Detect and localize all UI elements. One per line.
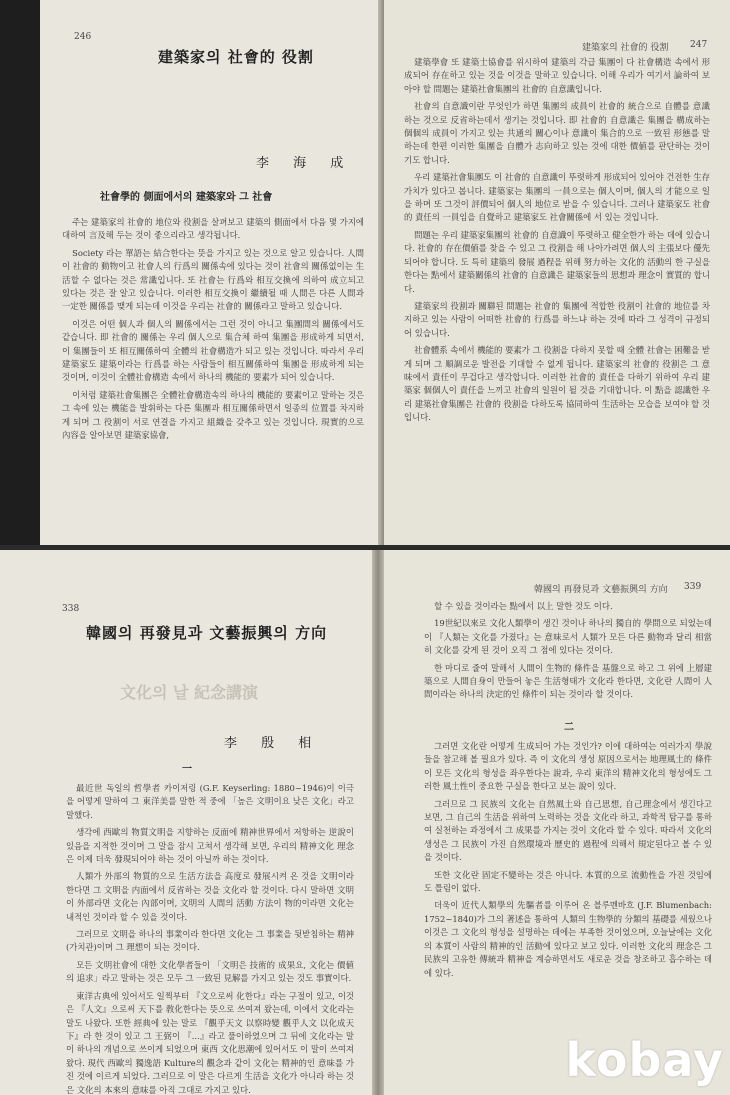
top-left-page — [40, 0, 380, 545]
paragraph: 人類가 外部의 物質的으로 生活方法을 高度로 發展시켜 온 것을 文明이라 한다면 그 文明을 内面에서 反省하는 것을 文化라 할 것이다. 다시 말하면 文明이 外部라면 文化는 內部이며, 文明의 人間의 活動 方法이 物的이라면 文化는 내적인 것이라 할 수 있을 것이다. — [66, 871, 354, 922]
paragraph: 社會體系 속에서 機能的 要素가 그 役割을 다하지 못할 때 全體 社會는 困難을 받게 되며 그 順調로운 발전을 기대할 수 없게 됩니다. 建築家의 社會的 役割은 그 意味에서 責任이 무겁다고 생각합니다. 이러한 社會的 責任을 다하기 위하여 우리 建築家 個個人이 責任을 느끼고 社會의 일원이 될 것을 기대합니다. 이 點을 認識한 우리 建築社會集團은 社會的 役割을 다하도록 協同하여 生活하는 모습을 보여야 할 것입니다. — [404, 345, 710, 423]
paragraph: 더욱이 近代人類學의 先驅者를 이루어 온 블루멘바흐 (J.F. Blumenbach: 1752~1840)가 그의 著述을 통하여 人類의 生物學的 分類의 基礎를 세웠으나 이것은 그 文化의 형성을 설명하는 데에는 부족한 것이었으며, 오늘날에는 文化의 本質이 사람의 精神的인 活動에 있다고 보고 있다. 이러한 文化의 理念은 그 民族의 고유한 傳統과 精神을 계승하면서도 새로운 것을 창조하고 흡수하는 데에 있다. — [424, 900, 712, 978]
paragraph: 이처럼 建築社會集團은 全體社會構造속의 하나의 機能的 要素이고 말하는 것은 그 속에 있는 機能을 발휘하는 다른 集團과 相互關係하면서 일종의 位置를 차지하게 되며 그 役割이 서로 연결을 가지고 組織을 갖추고 있는 것입니다. 現實的으로 內容을 알아보면 建築家協會, — [62, 389, 364, 441]
page-number: 339 — [684, 582, 702, 592]
paragraph: 또한 文化란 固定不變하는 것은 아니다. 本質的으로 流動性을 가진 것임에도 틀림이 없다. — [424, 869, 712, 894]
kobay-watermark-logo: kobay — [565, 1033, 724, 1087]
paragraph: 19世紀以來로 文化人類學이 생긴 것이나 하나의 獨自的 學問으로 되었는데 이 『人類는 文化를 가졌다』는 意味로서 人類가 모든 다른 動物과 달리 相當히 文化를 갖게 된 것이 오직 그 점에 있다는 것이다. — [424, 618, 712, 656]
page-number: 246 — [74, 32, 92, 42]
paragraph: 모든 文明社會에 대한 文化學者들이 「文明은 技術的 成果요, 文化는 價値의 追求」라고 말하는 것은 모두 그 一致된 見解를 가지고 있는 것도 事實이다. — [66, 959, 354, 984]
paragraph: 社會의 自意識이란 무엇인가 하면 集團의 成員이 社會的 統合으로 自體를 意識하는 것으로 反省하는데서 생기는 것입니다. 即 社會的 自意識은 集團을 構成하는 個個의 成員이 가지고 있는 共通의 關心이나 意識이 集合的으로 一致된 形態를 말하는데 한편 이러한 集團을 自體가 志向하고 있는 것에 대한 價値를 판단하는 것이기도 합니다. — [404, 101, 710, 165]
article-title: 韓國의 再發見과 文藝振興의 方向 — [86, 624, 328, 642]
book-gutter — [372, 550, 384, 1095]
top-right-page — [384, 0, 730, 545]
author-name: 李 海 成 — [256, 156, 354, 171]
paragraph: 그러면 文化란 어떻게 生成되어 가는 것인가? 이에 대하여는 여러가지 學說들을 참고해 볼 필요가 있다. 즉 이 文化의 생성 原因으로서는 地理風土的 條件이 모든 文化의 형성을 좌우한다는 說과, 우리 東洋의 精神文化의 형성에도 그러한 風土性이 중요한 구실을 한다고 보는 說이 있다. — [424, 741, 712, 792]
section-number: 一 — [182, 764, 192, 775]
paragraph: 한 마디로 줄여 말해서 人間이 生物的 條件을 基盤으로 하고 그 위에 上層建築으로 人間自身이 만들어 놓은 生活형태가 文化라 한다면, 文化란 人間이 人間이라는 하나의 決定的인 條件이 되는 것이라 할 것이다. — [424, 662, 712, 700]
paragraph: 생각에 西歐의 物質文明을 지향하는 反面에 精神世界에서 저항하는 逆說이 있음을 지적한 것이며 그 말을 잠시 고쳐서 생각해 보면, 우리의 精神文化 理念은 이제 더욱 發現되어야 하는 것이 아닐까 하는 것이다. — [66, 827, 354, 865]
paragraph: 最近世 독일의 哲學者 카이저링 (G.F. Keyserling: 1880~1946)이 이극을 어떻게 말하여 그 東洋美를 말한 적 중에 「높은 文明이요 낮은 文化」라고 말했다. — [66, 783, 354, 820]
bottom-left-page — [0, 550, 372, 1095]
paragraph: 東洋古典에 있어서도 일찍부터 『文으로써 化한다』라는 구절이 있고, 이것은 『人文』으로써 天下를 敎化한다는 뜻으로 쓰여져 왔는데, 이에서 文化라는 말도 나왔다. 또한 經典에 있는 말로 『觀乎天文 以察時變 觀乎人文 以化成天下』라 한 것이 있고 그 王弼이 『...』라고 풀이하였으며 그 뒤에 文化라는 말이 하나의 개념으로 쓰이게 되었으며 東西 文化思潮에 있어서도 이 말이 쓰여져 왔다. 現代 西歐의 獨逸語 Kulture의 觀念과 같이 文化는 精神的인 意味를 가진 것에 이르게 되었다. 그러므로 이 말은 다르게 生活을 文化가 아니라 하는 것은 文化의 本來의 意味를 아직 그대로 가지고 있다. — [66, 990, 354, 1095]
bottom-book-spread — [0, 550, 730, 1095]
article-title: 建築家의 社會的 役割 — [158, 48, 314, 66]
article-body — [62, 216, 364, 538]
paragraph: 우리 建築社會集團도 이 社會的 自意識이 뚜렷하게 形成되어 있어야 건전한 生存가치가 있다고 봅니다. 建築家는 集團의 一員으로는 個人이며, 個人의 才能으로 일을 하며 또 그것이 評價되어 個人의 地位로 받을 수 있습니다. 그러나 建築家도 社會的 責任의 一員임을 自覺하고 建築家도 社會關係에 서 있는 것입니다. — [404, 172, 710, 223]
bottom-right-page — [384, 550, 730, 1095]
paragraph: 問題는 우리 建築家集團의 社會的 自意識이 뚜렷하고 健全한가 하는 데에 있습니다. 社會的 存在價値를 찾을 수 있고 그 役割을 해 나아가려면 個人의 主張보다 優先되어야 합니다. 도 특히 建築의 發展 過程을 위해 努力하는 文化的 活動의 한 구실을 한다는 點에서 建築關係의 社會的 自意識은 建築家들의 思想과 理念이 實質的 합니다. — [404, 229, 710, 294]
paragraph: 建築家의 役割과 關聯된 問題는 社會的 集團에 적합한 役割이 社會的 地位를 차지하고 있는 사람이 어떠한 社會的 行爲를 하느냐 하는 것에 따라 그 성격이 규정되어 있습니다. — [404, 300, 710, 338]
article-body-top — [424, 600, 712, 708]
paragraph: Society 라는 單語는 結合한다는 뜻을 가지고 있는 것으로 알고 있습니다. 人間이 社會的 動物이고 社會人의 行爲의 關係속에 있다는 것이 社會의 關係없이는 生活할 수 없다는 것은 常識입니다. 또 社會는 行爲와 相互交換에 의하여 成立되고 있다는 것은 잘 알고 있습니다. 이러한 相互交換이 繼續될 때 人間은 다른 人間과 一定한 關係를 맺게 되는데 이것을 우리는 社會的 關係라고 말하고 있습니다. — [62, 247, 364, 312]
top-book-spread — [0, 0, 730, 545]
paragraph: 주는 建築家의 社會的 地位와 役割을 살펴보고 建築의 側面에서 다음 몇 가지에 대하여 言及해 두는 것이 좋으리라고 생각됩니다. — [62, 217, 364, 241]
article-subtitle: 社會學的 側面에서의 建築家와 그 社會 — [100, 192, 273, 203]
paragraph: 그러므로 文明을 하나의 事業이라 한다면 文化는 그 事業을 뒷받침하는 精神(가치관)이며 그 理想이 되는 것이다. — [66, 929, 354, 953]
page-number: 247 — [690, 40, 708, 50]
section-number: 二 — [564, 722, 574, 733]
running-head: 建築家의 社會的 役割 — [582, 43, 669, 53]
article-body — [404, 56, 710, 540]
article-body — [66, 782, 354, 1095]
author-name: 李 殷 相 — [224, 736, 322, 751]
show-through-heading: 文化의 날 紀念講演 — [120, 683, 259, 702]
paragraph: 이것은 어떤 個人과 個人의 關係에서는 그런 것이 아니고 集團間의 關係에서도 같습니다. 即 社會的 關係는 우리 個人으로 集合체 하여 集團을 形成하게 되면서, 이 集團들이 또 相互關係하여 全體의 社會構造가 되고 있는 것입니다. 따라서 우리 建築家도 建築이라는 行爲를 하는 사람들이 相互關係하여 集團을 形成하게 되는 것이며, 이것이 全體社會構造 속에서 하나의 機能的 要素가 되어 있습니다. — [62, 318, 364, 383]
paragraph: 建築學會 또 建築士協會를 위시하여 建築의 각급 集團이 다 社會構造 속에서 形成되어 存在하고 있는 것을 이것을 말하고 있습니다. 이해 우리가 여기서 論하여 보아야 할 問題는 建築社會集團의 社會的 自意識입니다. — [404, 57, 710, 94]
paragraph: 할 수 있을 것이라는 點에서 以上 말한 것도 이다. — [434, 601, 613, 611]
page-number: 338 — [62, 604, 80, 614]
paragraph: 그러므로 그 民族의 文化는 自然風土와 自己思想, 自己理念에서 생긴다고 보면, 그 自己의 生活을 위하여 노력하는 것을 文化라 하고, 과학적 탐구를 통하여 실천하는 과정에서 그 成果를 가지는 것이 文化라 할 수 있다. 따라서 文化의 생성은 그 民族이 가진 自然環境과 歷史的 過程에 의해서 規定된다고 볼 수 있을 것이다. — [424, 798, 712, 863]
running-head: 韓國의 再發見과 文藝振興의 方向 — [534, 585, 668, 595]
